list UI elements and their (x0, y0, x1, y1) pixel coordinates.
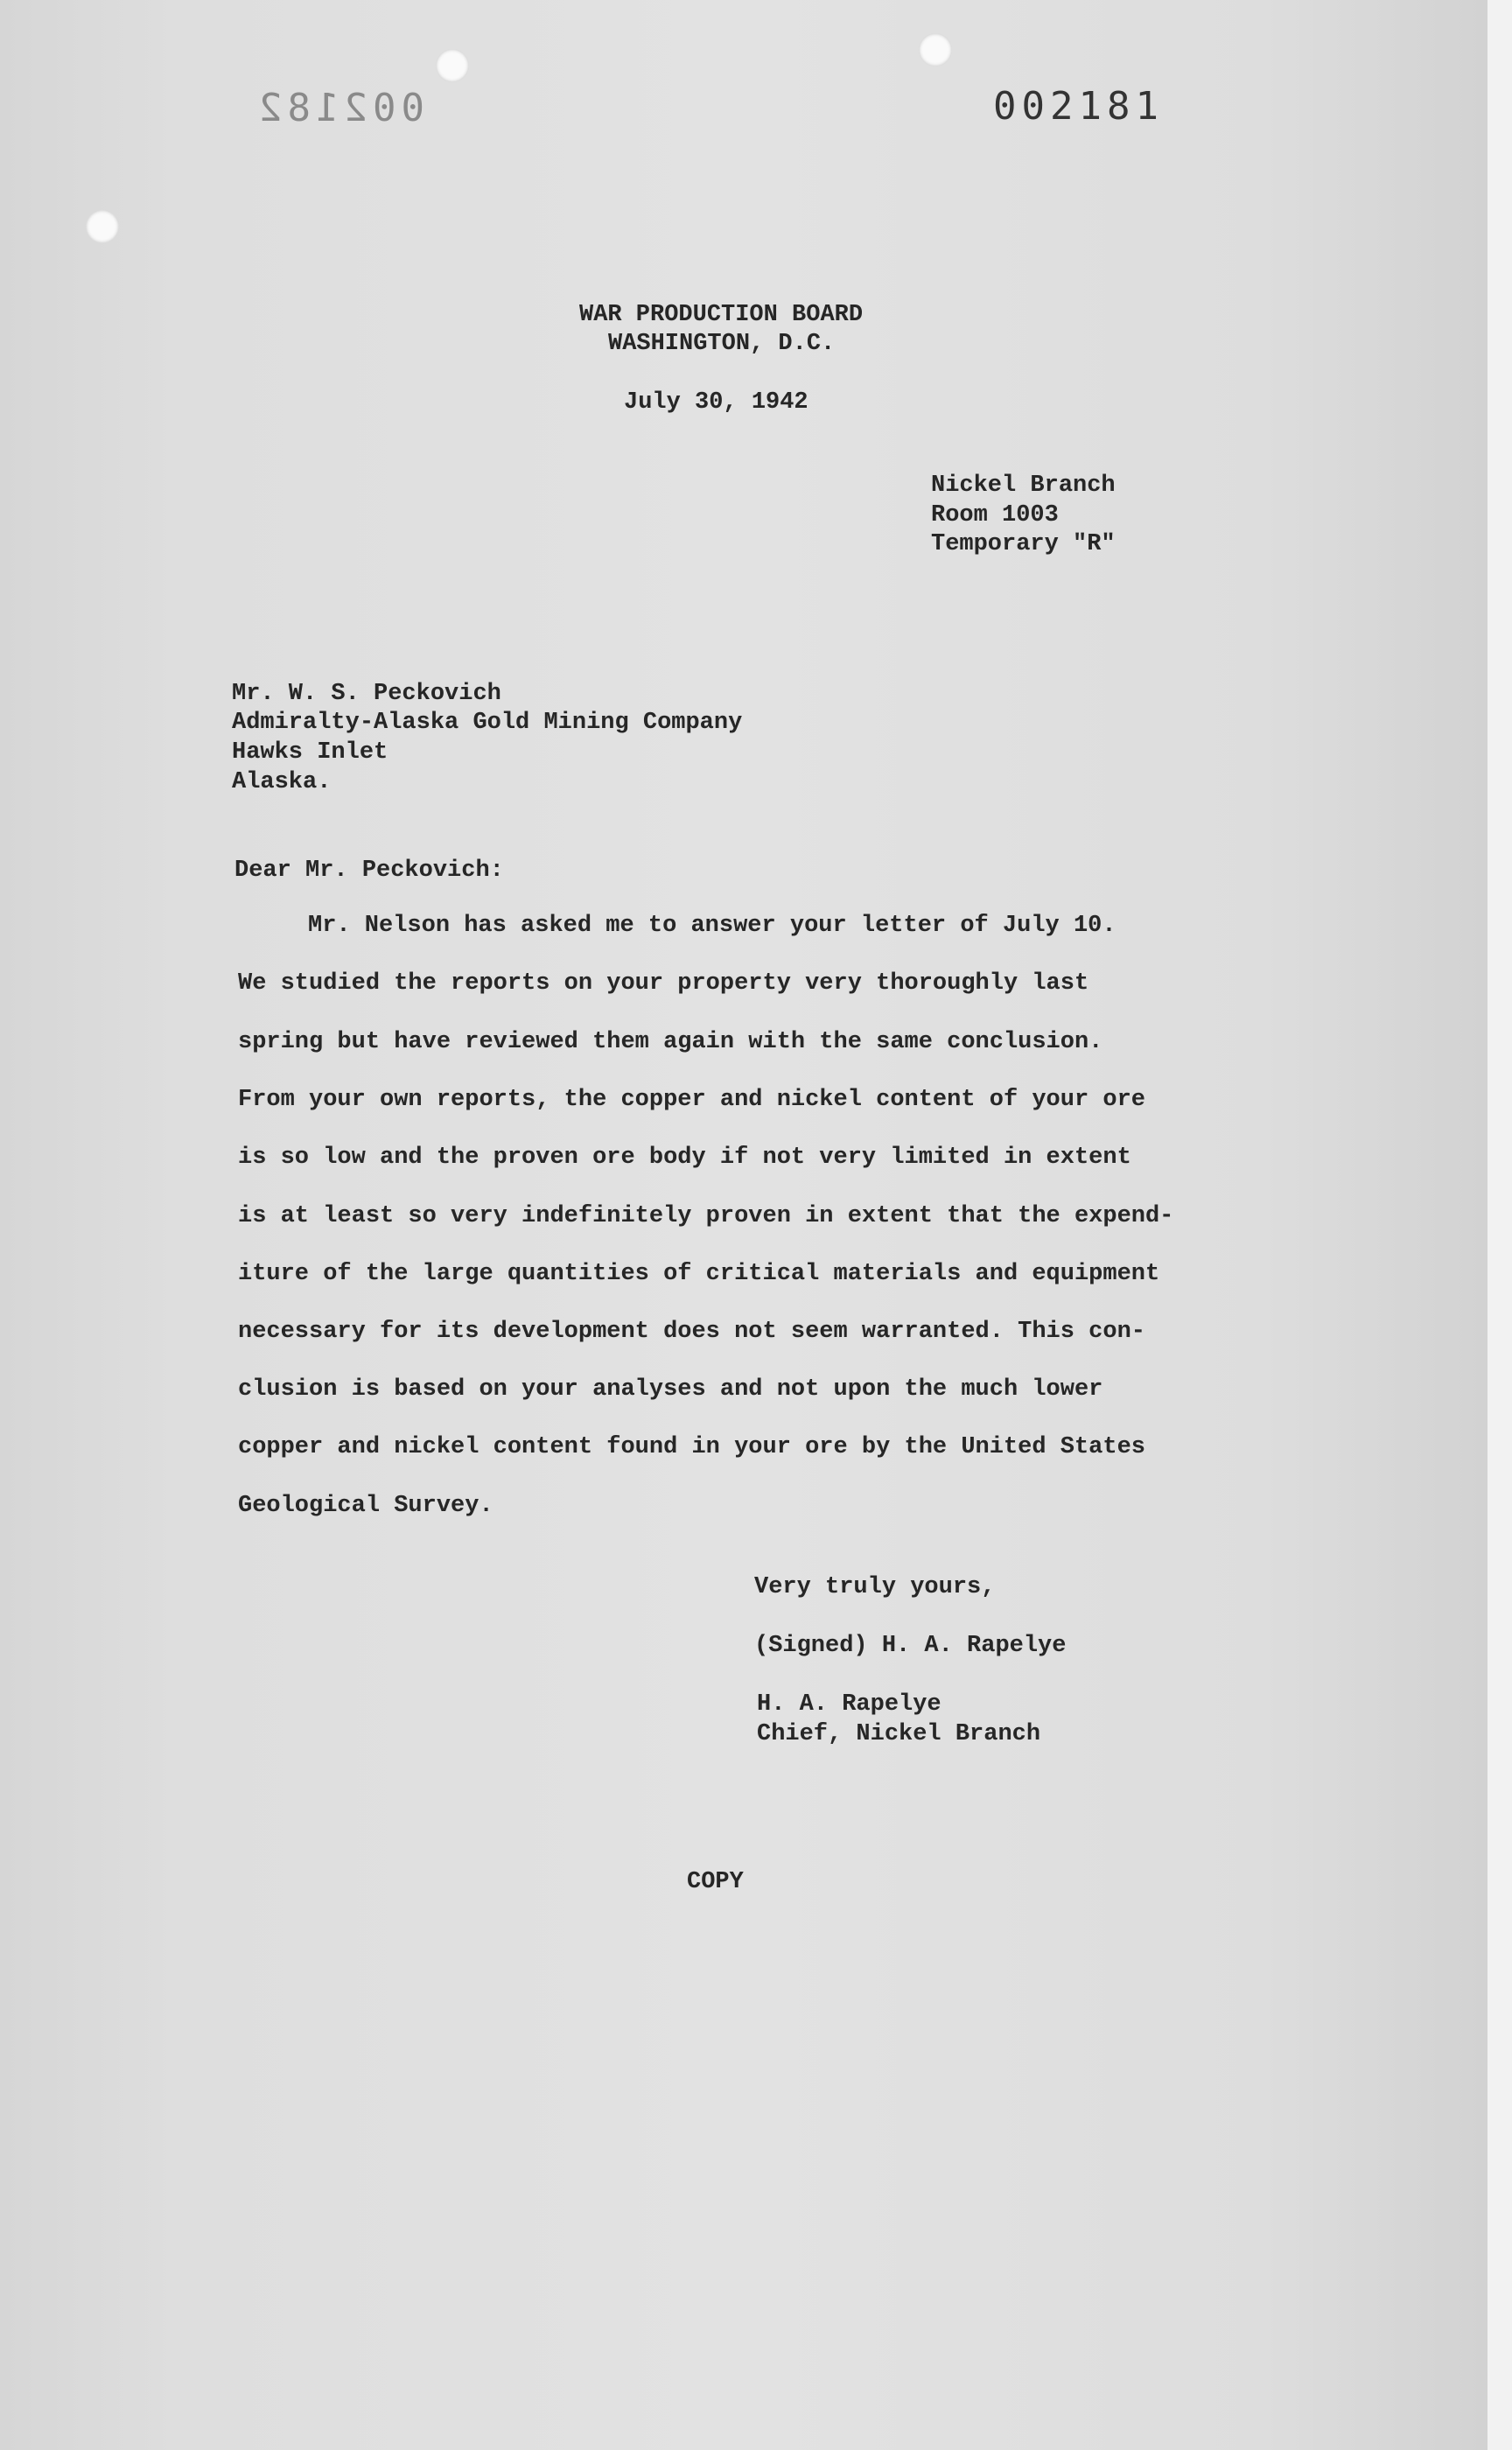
salutation: Dear Mr. Peckovich: (234, 858, 504, 884)
copy-mark: COPY (687, 1869, 744, 1895)
office-branch: Nickel Branch (931, 472, 1116, 499)
body-line: necessary for its development does not seem warranted. This con- (238, 1319, 1145, 1345)
page-edge (1488, 0, 1512, 2450)
punch-hole (86, 210, 119, 243)
signature-line: (Signed) H. A. Rapelye (754, 1633, 1067, 1659)
body-line: spring but have reviewed them again with the same conclusion. (238, 1029, 1103, 1055)
recipient-place: Hawks Inlet (232, 739, 388, 766)
agency-heading: WAR PRODUCTION BOARD (579, 302, 864, 328)
valediction: Very truly yours, (754, 1574, 996, 1600)
bleed-through-stamp: 002182 (254, 86, 424, 130)
body-line: From your own reports, the copper and nickel content of your ore (238, 1087, 1145, 1113)
recipient-state: Alaska. (232, 769, 332, 795)
punch-hole (436, 49, 469, 82)
punch-hole (919, 33, 952, 66)
signer-title: Chief, Nickel Branch (757, 1721, 1041, 1747)
city-heading: WASHINGTON, D.C. (608, 331, 836, 357)
body-line: clusion is based on your analyses and not upon the much lower (238, 1376, 1103, 1403)
signer-name: H. A. Rapelye (757, 1691, 942, 1718)
recipient-company: Admiralty-Alaska Gold Mining Company (232, 710, 743, 736)
body-line: is at least so very indefinitely proven in extent that the expend- (238, 1203, 1174, 1229)
body-line: iture of the large quantities of critical materials and equipment (238, 1261, 1160, 1287)
body-line: Geological Survey. (238, 1493, 494, 1519)
body-line: copper and nickel content found in your ore by the United States (238, 1434, 1145, 1460)
body-line: We studied the reports on your property very thoroughly last (238, 970, 1089, 997)
recipient-name: Mr. W. S. Peckovich (232, 681, 501, 707)
body-line: is so low and the proven ore body if not very limited in extent (238, 1144, 1131, 1171)
body-line: Mr. Nelson has asked me to answer your letter of July 10. (308, 913, 1116, 939)
office-building: Temporary "R" (931, 531, 1116, 557)
document-number-stamp: 002181 (993, 84, 1164, 129)
letter-date: July 30, 1942 (624, 389, 808, 416)
office-room: Room 1003 (931, 502, 1059, 528)
